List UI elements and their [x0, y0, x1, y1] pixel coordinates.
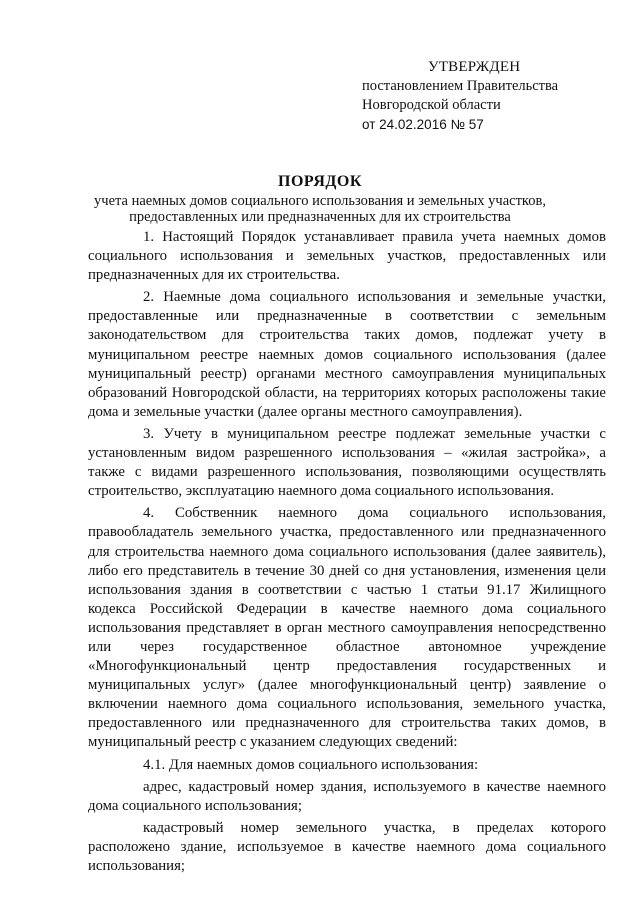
paragraph-4-1-a: адрес, кадастровый номер здания, используемого в качестве наемного дома социального использования; [88, 778, 606, 814]
approval-stamp [362, 58, 622, 134]
paragraph-4: 4. Собственник наемного дома социального использования, правообладатель земельного участка, предоставленного или предназначенного для строительства наемного дома социального использования (далее заявитель), либо его представитель в течение 30 дней со дня установления, изменения цели использования здания в соответствии с частью 1 статьи 91.17 Жилищного кодекса Российской Федерации в качестве наемного дома социального использования представляет в орган местного самоуправления непосредственно или через государственное областное автономное учреждение «Многофункциональный центр предоставления государственных и муниципальных услуг» (далее многофункциональный центр) заявление о включении наемного дома социального использования, земельного участка, предоставленного или предназначенного для строительства таких домов, в муниципальный реестр с указанием следующих сведений: [88, 505, 606, 751]
paragraph-2: 2. Наемные дома социального использования и земельные участки, предоставленные или предназначенные в соответствии с земельным законодательством для строительства таких домов, подлежат учету в муниципальном реестре наемных домов социального использования (далее муниципальный реестр) органами местного самоуправления муниципальных образований Новгородской области, на территориях которых расположены такие дома и земельные участки (далее органы местного самоуправления). [88, 289, 606, 420]
subtitle-line-1: учета наемных домов социального использования и земельных участков, [94, 193, 546, 209]
approval-line-3: от 24.02.2016 № 57 [362, 117, 484, 132]
approval-line-1: постановлением Правительства [362, 78, 559, 94]
paragraph-4-1-b: кадастровый номер земельного участка, в пределах которого расположено здание, используемое в качестве наемного дома социального использования; [88, 819, 606, 874]
approval-title: УТВЕРЖДЕН [428, 59, 521, 75]
paragraph-1: 1. Настоящий Порядок устанавливает правила учета наемных домов социального использования и земельных участков, предоставленных или предназначенных для их строительства. [88, 229, 606, 284]
approval-line-2: Новгородской области [362, 97, 501, 113]
subtitle-line-2: предоставленных или предназначенных для их строительства [129, 209, 511, 225]
document-title: ПОРЯДОК [278, 173, 362, 190]
document-subtitle [0, 193, 640, 225]
paragraph-3: 3. Учету в муниципальном реестре подлежат земельные участки с установленным видом разрешенного использования – «жилая застройка», а также с видами разрешенного использования, позволяющими осуществлять строительство, эксплуатацию наемного дома социального использования. [88, 425, 606, 500]
document-body [88, 228, 606, 876]
paragraph-4-1: 4.1. Для наемных домов социального использования: [143, 756, 479, 773]
